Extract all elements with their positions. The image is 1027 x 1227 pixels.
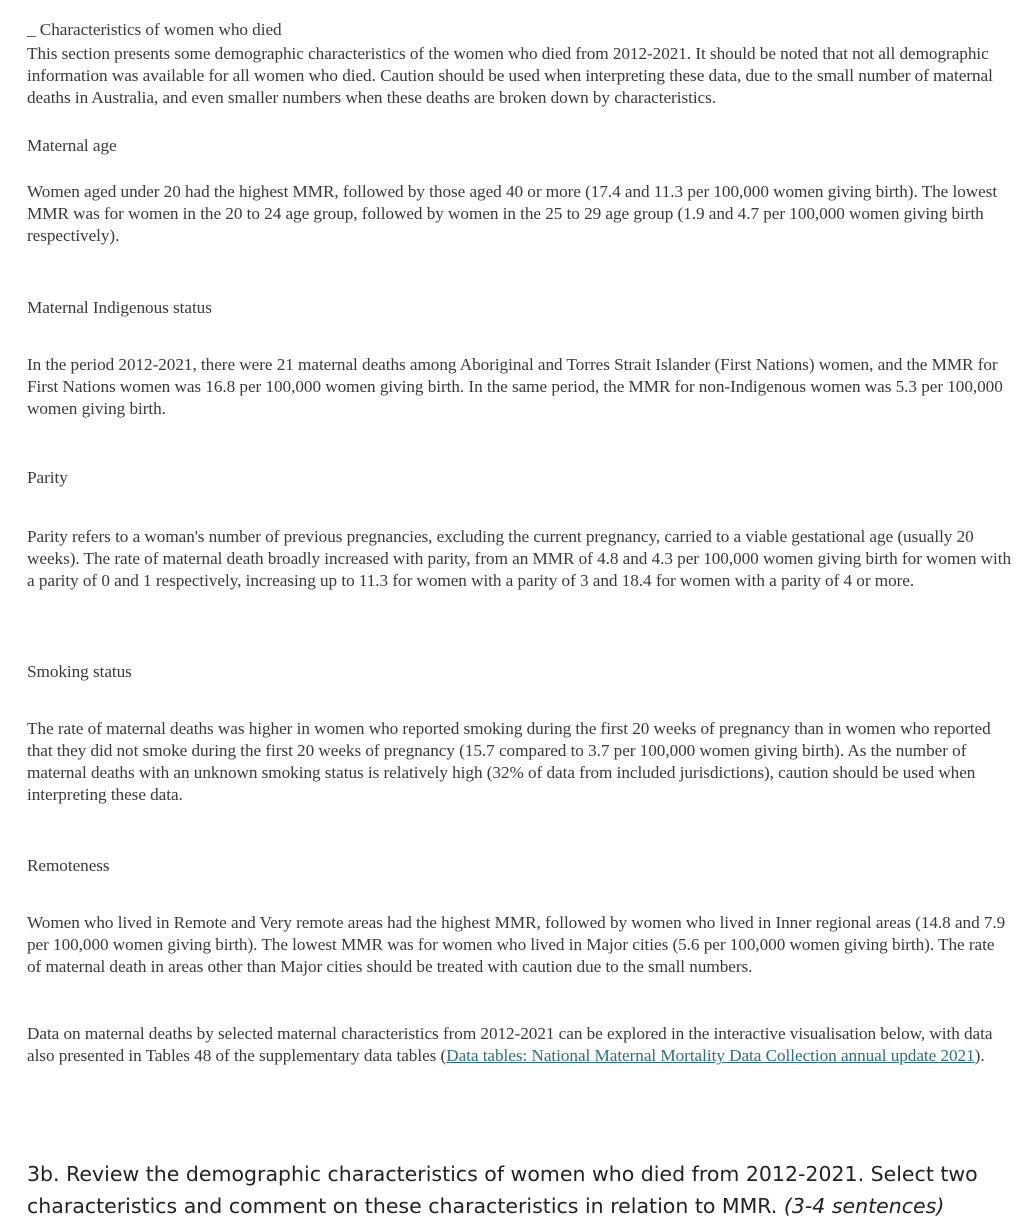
paragraph-remoteness: Women who lived in Remote and Very remote areas had the highest MMR, followed by women who lived in Inner regional areas (14.8 and 7.9 per 100,000 women giving birth). The lowest MMR was for women who lived in Major cities (5.6 per 100,000 women giving birth). The rate of maternal death in areas other than Major cities should be treated with caution due to the small numbers.: [27, 913, 1006, 976]
paragraph-maternal-age: Women aged under 20 had the highest MMR, followed by those aged 40 or more (17.4 and 11.3 per 100,000 women giving birth). The lowest MMR was for women in the 20 to 24 age group, followed by women in the 25 to 29 age group (1.9 and 4.7 per 100,000 women giving birth respectively).: [27, 182, 998, 245]
data-note-text-before: Data on maternal deaths by selected maternal characteristics from 2012-2021 can be explored in the interactive visualisation below, with data also presented in Tables 48 of the supplementary data tables (: [27, 1024, 993, 1065]
heading-maternal-age: Maternal age: [27, 136, 117, 155]
section-title: _ Characteristics of women who died: [27, 20, 282, 39]
heading-parity: Parity: [27, 468, 68, 487]
paragraph-smoking-status: The rate of maternal deaths was higher in women who reported smoking during the first 20 weeks of pregnancy than in women who reported that they did not smoke during the first 20 weeks of pregnancy (15.7 compared to 3.7 per 100,000 women giving birth). As the number of maternal deaths with an unknown smoking status is relatively high (32% of data from included jurisdictions), caution should be used when interpreting these data.: [27, 719, 991, 804]
paragraph-parity: Parity refers to a woman's number of previous pregnancies, excluding the current pregnancy, carried to a viable gestational age (usually 20 weeks). The rate of maternal death broadly increased with parity, from an MMR of 4.8 and 4.3 per 100,000 women giving birth for women with a parity of 0 and 1 respectively, increasing up to 11.3 for women with a parity of 3 and 18.4 for women with a parity of 4 or more.: [27, 527, 1011, 590]
data-tables-link[interactable]: Data tables: National Maternal Mortality Data Collection annual update 2021: [446, 1046, 975, 1065]
question-text: 3b. Review the demographic characteristics of women who died from 2012-2021. Select two characteristics and comment on these characteristics in relation to MMR.: [27, 1162, 978, 1218]
heading-indigenous-status: Maternal Indigenous status: [27, 298, 212, 317]
paragraph-data-note: [27, 1023, 1012, 1067]
question-hint: (3-4 sentences): [783, 1194, 945, 1218]
heading-remoteness: Remoteness: [27, 856, 110, 875]
section-intro: This section presents some demographic characteristics of the women who died from 2012-2021. It should be noted that not all demographic information was available for all women who died. Caution should be used when interpreting these data, due to the small number of maternal deaths in Australia, and even smaller numbers when these deaths are broken down by characteristics.: [27, 44, 993, 107]
data-note-text-after: ).: [974, 1046, 985, 1065]
paragraph-indigenous-status: In the period 2012-2021, there were 21 maternal deaths among Aboriginal and Torres Strait Islander (First Nations) women, and the MMR for First Nations women was 16.8 per 100,000 women giving birth. In the same period, the MMR for non-Indigenous women was 5.3 per 100,000 women giving birth.: [27, 355, 1003, 418]
heading-smoking-status: Smoking status: [27, 662, 132, 681]
question-3b: [27, 1158, 1012, 1222]
